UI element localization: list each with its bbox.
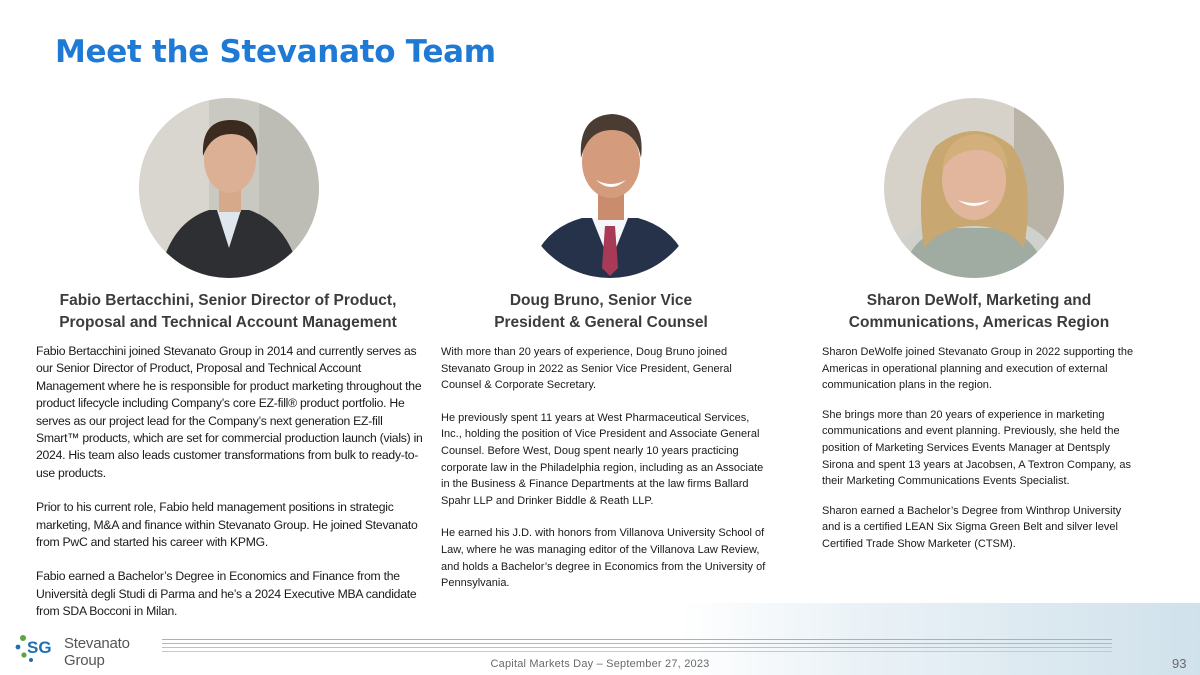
footer-event-date: Capital Markets Day – September 27, 2023	[490, 658, 710, 670]
page-number: 93	[1172, 656, 1187, 671]
portrait-fabio-bertacchini	[139, 98, 319, 278]
bio-paragraph: Fabio earned a Bachelor’s Degree in Economics and Finance from the Università degli Studi di Parma and he’s a 2024 Executive MBA candidate from SDA Bocconi in Milan.	[36, 569, 417, 619]
bio-fabio-bertacchini	[36, 343, 428, 621]
bio-sharon-dewolf	[822, 344, 1142, 553]
bio-paragraph: With more than 20 years of experience, Doug Bruno joined Stevanato Group in 2022 as Senior Vice President, General Counsel & Corporate Secretary.	[441, 346, 732, 392]
bio-paragraph: Sharon DeWolfe joined Stevanato Group in 2022 supporting the Americas in operational planning and execution of external communication plans in the region.	[822, 346, 1134, 392]
person-name-line1: Sharon DeWolf, Marketing and	[866, 292, 1092, 309]
bio-paragraph: Prior to his current role, Fabio held management positions in strategic marketing, M&A and finance within Stevanato Group. He joined Stevanato from PwC and started his career with KPMG.	[36, 500, 418, 550]
portrait-doug-bruno	[520, 98, 700, 278]
person-name-line2: Proposal and Technical Account Management	[59, 314, 397, 331]
person-name-line2: Communications, Americas Region	[848, 314, 1110, 331]
bio-paragraph: Fabio Bertacchini joined Stevanato Group in 2014 and currently serves as our Senior Director of Product, Proposal and Technical Account Management where he is responsible for product marketing throughout the product lifecycle including Company’s core EZ-fill® product portfolio. He serves as our project lead for the Company’s next generation EZ-fill Smart™ products, which are set for commercial production launch (vials) in 2024. His team also leads customer transformations from bulk to ready-to-use products.	[36, 344, 423, 480]
person-name-sharon-dewolf	[824, 290, 1134, 334]
bio-paragraph: Sharon earned a Bachelor’s Degree from Winthrop University and is a certified LEAN Six Sigma Green Belt and silver level Certified Trade Show Marketer (CTSM).	[822, 504, 1122, 550]
logo-text: Stevanato Group	[64, 635, 130, 669]
person-name-line2: President & General Counsel	[494, 314, 708, 331]
footer-divider	[162, 647, 1112, 648]
bio-doug-bruno	[441, 344, 766, 592]
footer-divider	[162, 643, 1112, 644]
logo-mark: SG	[27, 638, 52, 657]
portrait-sharon-dewolf	[884, 98, 1064, 278]
bio-paragraph: He earned his J.D. with honors from Villanova University School of Law, where he was managing editor of the Villanova Law Review, and holds a Bachelor’s degree in Economics from the University of Pennsylvania.	[441, 527, 766, 590]
page-title: Meet the Stevanato Team	[55, 34, 496, 70]
person-name-line1: Doug Bruno, Senior Vice	[509, 292, 693, 309]
person-name-line1: Fabio Bertacchini, Senior Director of Product,	[59, 292, 397, 309]
footer-divider	[162, 639, 1112, 640]
person-name-fabio-bertacchini	[40, 290, 416, 334]
person-name-doug-bruno	[455, 290, 747, 334]
bio-paragraph: She brings more than 20 years of experience in marketing communications and event planning. Previously, she held the position of Marketing Services Events Manager at Dentsply Sirona and spent 13 years at Jacobsen, A Textron Company, as their Marketing Communications Events Specialist.	[822, 408, 1132, 488]
footer-divider	[162, 651, 1112, 652]
bio-paragraph: He previously spent 11 years at West Pharmaceutical Services, Inc., holding the position of Vice President and Associate General Counsel. Before West, Doug spent nearly 10 years practicing corporate law in the Philadelphia region, including as an Associate in the Business & Finance Departments at the law firms Ballard Spahr LLP and Drinker Biddle & Reath LLP.	[441, 411, 764, 507]
